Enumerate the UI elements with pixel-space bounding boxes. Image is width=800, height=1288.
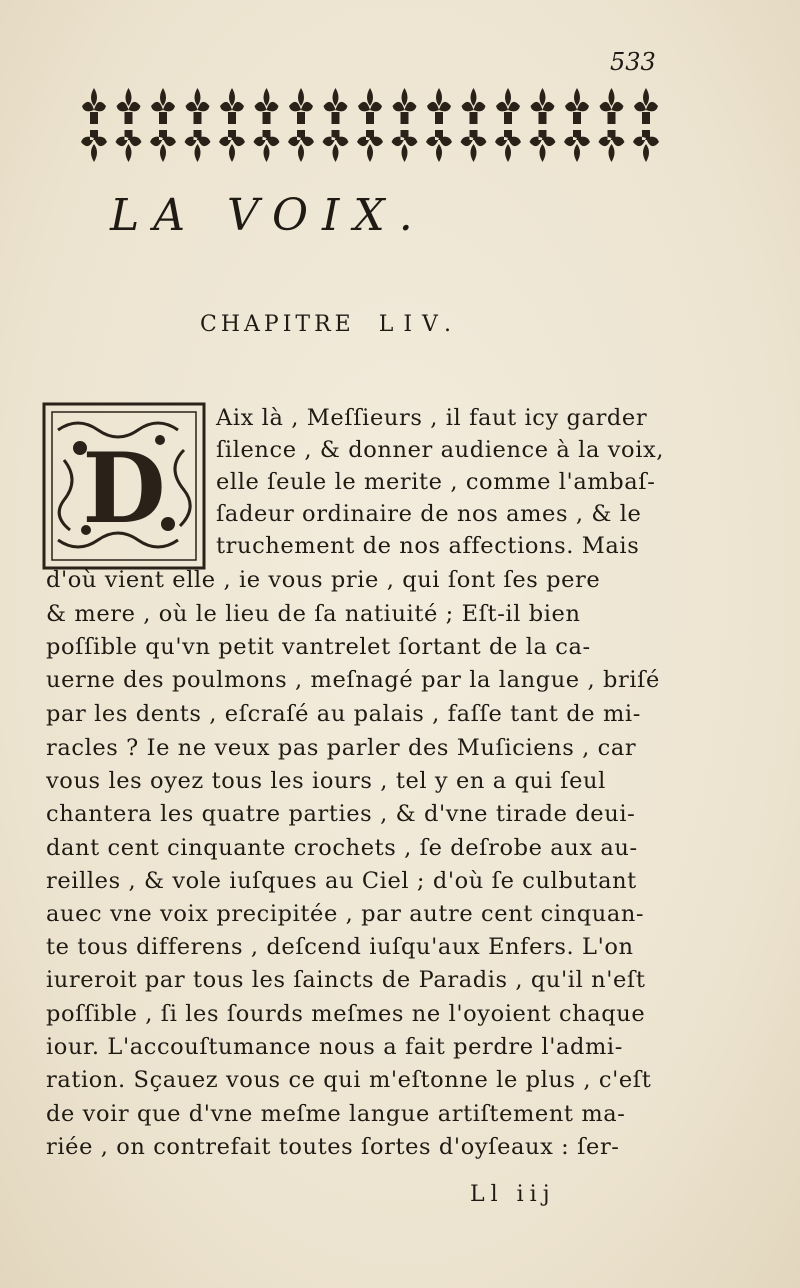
text-line: dant cent cinquante crochets , ſe deſrobe aux au- [46, 835, 638, 861]
text-line: reilles , & vole iuſques au Ciel ; d'où ſe culbutant [46, 868, 637, 894]
text-line: par les dents , eſcraſé au palais , faſſe tant de mi- [46, 701, 641, 727]
fleur-de-lis-icon [186, 88, 210, 124]
text-line: ration. Sçauez vous ce qui m'eſtonne le plus , c'eſt [46, 1067, 652, 1093]
fleur-de-lis-icon [116, 130, 142, 162]
fleur-de-lis-icon [324, 88, 348, 124]
text-line: riée , on contrefait toutes ſortes d'oyſeaux : ſer- [46, 1134, 620, 1160]
chapter-number: LIV. [378, 312, 462, 337]
fleur-de-lis-icon [289, 88, 313, 124]
text-line: chantera les quatre parties , & d'vne tirade deui- [46, 801, 636, 827]
fleur-de-lis-icon [634, 88, 658, 124]
text-line: iour. L'accouſtumance nous a fait perdre l'admi- [46, 1034, 623, 1060]
fleur-de-lis-icon [462, 88, 486, 124]
fleur-de-lis-icon [323, 130, 349, 162]
text-line: racles ? Ie ne veux pas parler des Muſiciens , car [46, 735, 637, 761]
fleur-de-lis-icon [495, 130, 521, 162]
fleur-de-lis-icon [564, 130, 590, 162]
fleur-de-lis-icon [426, 130, 452, 162]
fleur-de-lis-icon [150, 130, 176, 162]
text-line: vous les oyez tous les iours , tel y en a qui ſeul [46, 768, 606, 794]
fleur-de-lis-icon [185, 130, 211, 162]
fleur-de-lis-icon [358, 88, 382, 124]
text-line: iureroit par tous les ſaincts de Paradis , qu'il n'eſt [46, 967, 646, 993]
page-title: LA VOIX. [110, 190, 427, 241]
fleur-de-lis-icon [117, 88, 141, 124]
fleur-de-lis-icon [530, 130, 556, 162]
text-line: elle ſeule le merite , comme l'ambaſ- [216, 469, 656, 495]
text-line: Aix là , Meſſieurs , il faut icy garder [216, 405, 648, 431]
fleur-de-lis-icon [392, 130, 418, 162]
fleur-de-lis-icon [254, 130, 280, 162]
fleur-de-lis-icon [496, 88, 520, 124]
text-line: uerne des poulmons , meſnagé par la langue , briſé [46, 667, 660, 693]
fleur-de-lis-icon [82, 88, 106, 124]
text-line: auec vne voix precipitée , par autre cent cinquan- [46, 901, 645, 927]
text-line: truchement de nos affections. Mais [216, 533, 640, 559]
fleur-de-lis-icon [220, 88, 244, 124]
signature-mark: Ll iij [470, 1182, 556, 1207]
text-line: d'où vient elle , ie vous prie , qui ſont ſes pere [46, 567, 601, 593]
text-line: & mere , où le lieu de ſa natiuité ; Eſt-il bien [46, 601, 581, 627]
chapter-label: CHAPITRE [200, 312, 355, 337]
fleur-de-lis-icon [461, 130, 487, 162]
fleur-de-lis-icon [599, 130, 625, 162]
floral-initial-frame-icon [40, 400, 208, 572]
chapter-heading [200, 312, 600, 337]
text-line: poſſible , ſi les ſourds meſmes ne l'oyoient chaque [46, 1001, 646, 1027]
fleur-de-lis-icon [531, 88, 555, 124]
fleur-de-lis-icon [151, 88, 175, 124]
drop-cap-letter: D [82, 432, 166, 545]
text-line: ſadeur ordinaire de nos ames , & le [216, 501, 642, 527]
text-line: ſilence , & donner audience à la voix, [216, 437, 665, 463]
fleur-de-lis-icon [600, 88, 624, 124]
text-line: te tous differens , deſcend iuſqu'aux Enfers. L'on [46, 934, 634, 960]
fleur-de-lis-icon [219, 130, 245, 162]
fleur-de-lis-icon [81, 130, 107, 162]
fleur-de-lis-icon [633, 130, 659, 162]
page-number: 533 [610, 48, 656, 76]
fleur-de-lis-ornament-icon [80, 78, 670, 168]
fleur-de-lis-icon [288, 130, 314, 162]
fleur-de-lis-icon [393, 88, 417, 124]
text-line: poſſible qu'vn petit vantrelet ſortant de la ca- [46, 634, 591, 660]
fleur-de-lis-icon [427, 88, 451, 124]
fleur-de-lis-icon [255, 88, 279, 124]
fleur-de-lis-icon [565, 88, 589, 124]
text-line: de voir que d'vne meſme langue artiſtement ma- [46, 1101, 626, 1127]
fleur-de-lis-icon [357, 130, 383, 162]
